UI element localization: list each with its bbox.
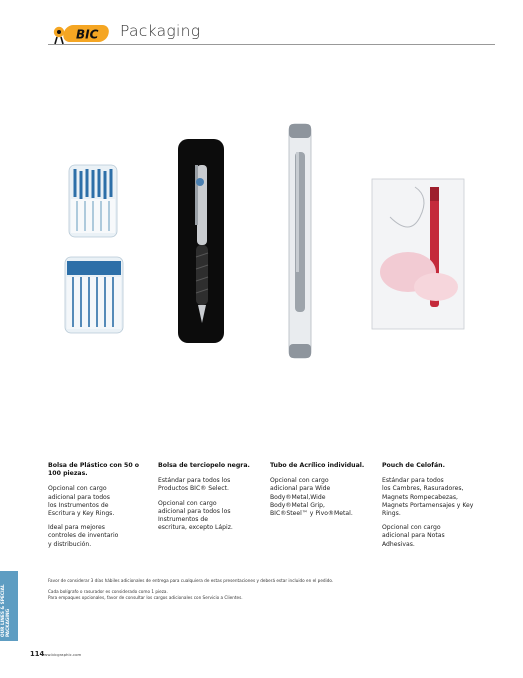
page-url: www.bicgraphic.com <box>41 652 82 657</box>
velvet-bag-pen-image <box>176 137 228 347</box>
side-tab-label: OUR LINES & SPECIAL PACKAGING <box>1 584 11 637</box>
footnote: Favor de considerar 3 días hábiles adicionales de entrega para cualquiera de estas presentaciones y deberá estar incluido en el pedido. <box>48 578 334 583</box>
column-heading: Pouch de Celofán. <box>382 462 445 469</box>
bic-logo <box>52 22 114 46</box>
header-divider <box>48 44 495 45</box>
column-paragraph: Opcional con cargo adicional para Wide Body®Metal,Wide Body®Metal Grip, BIC®Steel™ y Pivo®Metal. <box>270 477 353 518</box>
column-heading: Tubo de Acrílico individual. <box>270 462 365 469</box>
product-photo-area <box>48 77 476 414</box>
page-title: Packaging <box>120 22 201 40</box>
svg-text:BIC: BIC <box>76 27 99 42</box>
column-cellophane-pouch <box>382 462 482 555</box>
column-acrylic-tube <box>270 462 365 524</box>
column-paragraph: Opcional con cargo adicional para Notas Adhesivas. <box>382 524 445 548</box>
section-side-tab <box>0 571 18 641</box>
plastic-bag-pens-image <box>63 157 133 337</box>
column-paragraph: Opcional con cargo adicional para todos los Instrumentos de Escritura y Key Rings. <box>48 485 115 518</box>
column-paragraph: Estándar para todos los Productos BIC® Select. <box>158 477 231 493</box>
footnote: Cada bolígrafo o rasurador es considerado como 1 pieza. Para empaques opcionales, favor de consultar los cargos adicionales con Servicio a Clientes. <box>48 589 243 600</box>
column-heading: Bolsa de terciopelo negra. <box>158 462 250 469</box>
cellophane-pouch-image <box>370 177 470 337</box>
column-plastic-bag <box>48 462 143 555</box>
column-paragraph: Opcional con cargo adicional para todos los Instrumentos de escritura, excepto Lápiz. <box>158 499 233 532</box>
column-paragraph: Estándar para todos los Cambres, Rasuradores, Magnets Rompecabezas, Magnets Portamensajes y Key Rings. <box>382 477 474 518</box>
page-number: 114 <box>30 650 45 658</box>
column-velvet-bag <box>158 462 253 538</box>
acrylic-tube-image <box>285 122 317 362</box>
footnotes <box>48 578 333 606</box>
column-heading: Bolsa de Plástico con 50 o 100 piezas. <box>48 462 140 478</box>
column-paragraph: Ideal para mejores controles de inventario y distribución. <box>48 524 119 548</box>
